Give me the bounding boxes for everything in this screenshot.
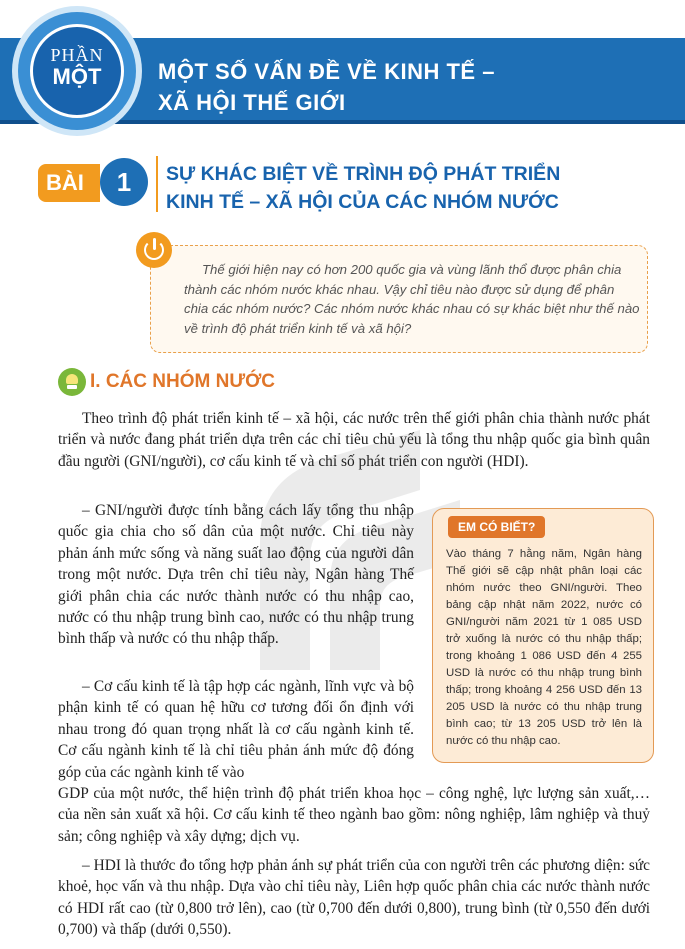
part-title-line1: MỘT SỐ VẤN ĐỀ VỀ KINH TẾ – xyxy=(158,59,495,84)
lesson-label: BÀI xyxy=(46,170,84,195)
did-you-know-label: EM CÓ BIẾT? xyxy=(448,516,545,538)
lightbulb-icon xyxy=(58,368,86,396)
part-badge-label: PHẦN xyxy=(50,45,104,65)
part-title xyxy=(158,56,658,118)
power-icon xyxy=(136,232,172,268)
lesson-title-line1: SỰ KHÁC BIỆT VỀ TRÌNH ĐỘ PHÁT TRIỂN xyxy=(166,163,561,185)
part-title-line2: XÃ HỘI THẾ GIỚI xyxy=(158,90,346,115)
part-badge-number: MỘT xyxy=(52,64,102,89)
lesson-title-line2: KINH TẾ – XÃ HỘI CỦA CÁC NHÓM NƯỚC xyxy=(166,191,559,213)
body-paragraph-gni: – GNI/người được tính bằng cách lấy tổng thu nhập quốc gia chia cho số dân của một nước. Chỉ tiêu này phản ánh mức sống và năng suất lao động của người dân trong một nước. Dựa trên chỉ tiêu này, Ngân hàng Thế giới phân chia các nước thành nước có thu nhập cao, nước có thu nhập trung bình cao, nước có thu nhập trung bình thấp và nước có thu nhập thấp. xyxy=(58,502,414,648)
did-you-know-text: Vào tháng 7 hằng năm, Ngân hàng Thế giới sẽ cập nhật phân loại các nhóm nước theo GNI/người. Theo bảng cập nhật năm 2022, nước có GNI/người năm 2021 từ 1 085 USD trở xuống là nước có thu nhập thấp; trong khoảng 1 086 USD đến 4 255 USD là nước có thu nhập trung bình thấp; trong khoảng 4 256 USD đến 13 205 USD là nước có thu nhập trung bình cao; từ 13 205 USD trở lên là nước có thu nhập cao. xyxy=(446,548,642,747)
section-heading: I. CÁC NHÓM NƯỚC xyxy=(90,371,276,392)
lesson-number: 1 xyxy=(100,158,148,206)
body-paragraph-structure-b: GDP của một nước, thể hiện trình độ phát triển khoa học – công nghệ, lực lượng sản xuất,… của nền sản xuất xã hội. Cơ cấu kinh tế theo ngành bao gồm: nông nghiệp, lâm nghiệp và thuỷ sản; công nghiệp và xây dựng; dịch vụ. xyxy=(58,785,650,845)
body-paragraph-hdi: – HDI là thước đo tổng hợp phản ánh sự phát triển của con người trên các phương diện: sức khoẻ, học vấn và thu nhập. Dựa vào chỉ tiêu này, Liên hợp quốc phân chia các nước thành nước có HDI rất cao (từ 0,800 trở lên), cao (từ 0,700 đến dưới 0,800), trung bình (từ 0,550 đến dưới 0,700) và thấp (dưới 0,550). xyxy=(58,857,650,939)
lesson-divider xyxy=(156,156,158,212)
lesson-title xyxy=(166,160,666,216)
intro-text: Thế giới hiện nay có hơn 200 quốc gia và vùng lãnh thổ được phân chia thành các nhóm nước khác nhau. Vậy chỉ tiêu nào được sử dụng để phân chia các nhóm nước? Các nhóm nước khác nhau có sự khác biệt như thế nào về trình độ phát triển kinh tế và xã hội? xyxy=(184,262,640,336)
body-paragraph-1: Theo trình độ phát triển kinh tế – xã hội, các nước trên thế giới phân chia thành nước phát triển và nước đang phát triển dựa trên các chỉ tiêu chủ yếu là tổng thu nhập quốc gia bình quân đầu người (GNI/người), cơ cấu kinh tế và chỉ số phát triển con người (HDI). xyxy=(58,410,650,470)
part-badge xyxy=(30,24,124,118)
body-paragraph-structure-a: – Cơ cấu kinh tế là tập hợp các ngành, lĩnh vực và bộ phận kinh tế có quan hệ hữu cơ tương đối ổn định với nhau trong đó quan trọng nhất là cơ cấu ngành kinh tế. Cơ cấu ngành kinh tế là chỉ tiêu phản ánh mức độ đóng góp của các ngành kinh tế vào xyxy=(58,678,414,781)
